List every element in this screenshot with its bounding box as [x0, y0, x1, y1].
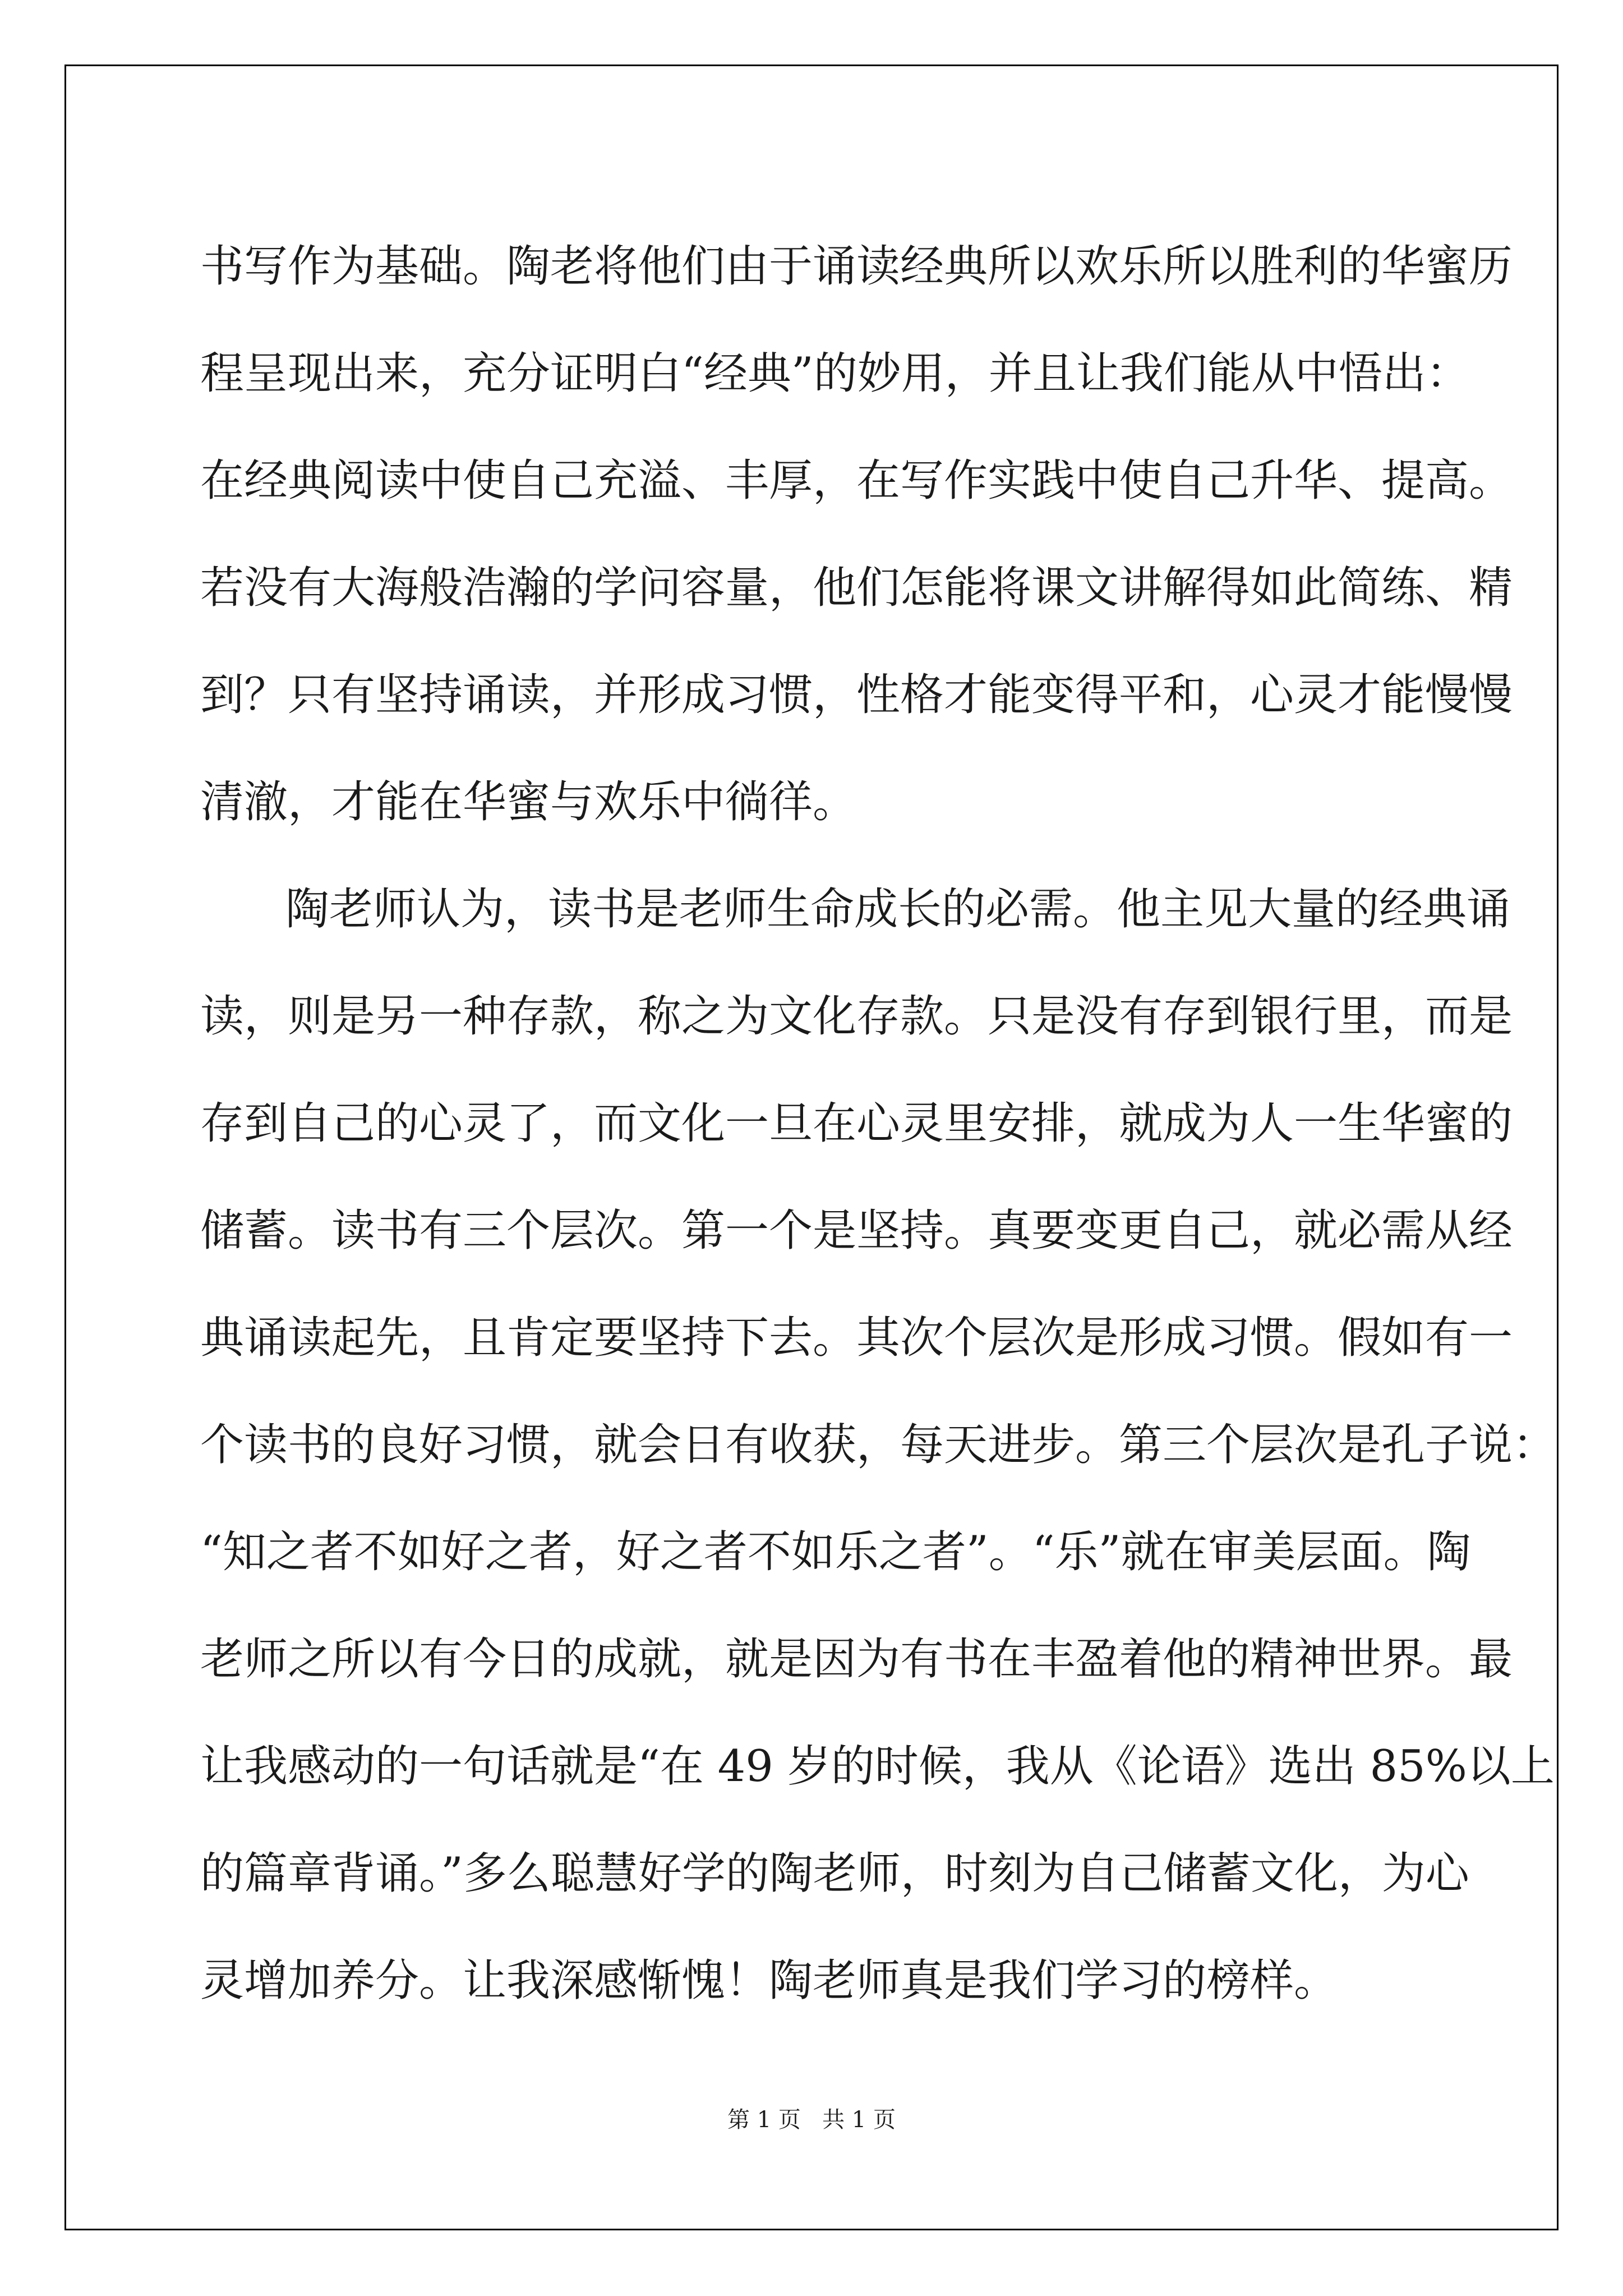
text-line: 存到自己的心灵了，而文化一旦在心灵里安排，就成为人一生华蜜的 [200, 1098, 1513, 1149]
document-body [200, 213, 1557, 2035]
text-line: 储蓄。读书有三个层次。第一个是坚持。真要变更自己，就必需从经 [200, 1205, 1513, 1256]
text-line: 老师之所以有今日的成就，就是因为有书在丰盈着他的精神世界。最 [200, 1634, 1513, 1685]
paragraph-1 [200, 213, 1513, 856]
text-line: 典诵读起先，且肯定要坚持下去。其次个层次是形成习惯。假如有一 [200, 1313, 1513, 1363]
text-line: 灵增加养分。让我深感惭愧！陶老师真是我们学习的榜样。 [200, 1955, 1338, 2006]
text-line: 在经典阅读中使自己充溢、丰厚，在写作实践中使自己升华、提高。 [200, 455, 1513, 506]
text-line: 若没有大海般浩瀚的学问容量，他们怎能将课文讲解得如此简练、精 [200, 563, 1513, 613]
text-line: 书写作为基础。陶老将他们由于诵读经典所以欢乐所以胜利的华蜜历 [200, 241, 1513, 292]
page-footer: 第 1 页 共 1 页 [727, 2107, 896, 2133]
text-line: 的篇章背诵。”多么聪慧好学的陶老师，时刻为自己储蓄文化，为心 [200, 1848, 1469, 1899]
text-line: 读，则是另一种存款，称之为文化存款。只是没有存到银行里，而是 [200, 991, 1513, 1042]
text-line: 到？只有坚持诵读，并形成习惯，性格才能变得平和，心灵才能慢慢 [200, 670, 1513, 720]
text-line: 清澈，才能在华蜜与欢乐中徜徉。 [200, 777, 857, 827]
paragraph-2 [200, 856, 1557, 2035]
text-line: 让我感动的一句话就是“在 49 岁的时候，我从《论语》选出 85%以上 [200, 1741, 1555, 1792]
text-line: 程呈现出来，充分证明白“经典”的妙用，并且让我们能从中悟出： [200, 348, 1470, 399]
text-line: “知之者不如好之者，好之者不如乐之者”。“乐”就在审美层面。陶 [200, 1527, 1471, 1577]
text-line: 个读书的良好习惯，就会日有收获，每天进步。第三个层次是孔子说： [200, 1420, 1557, 1470]
text-line: 陶老师认为，读书是老师生命成长的必需。他主见大量的经典诵 [285, 884, 1511, 935]
